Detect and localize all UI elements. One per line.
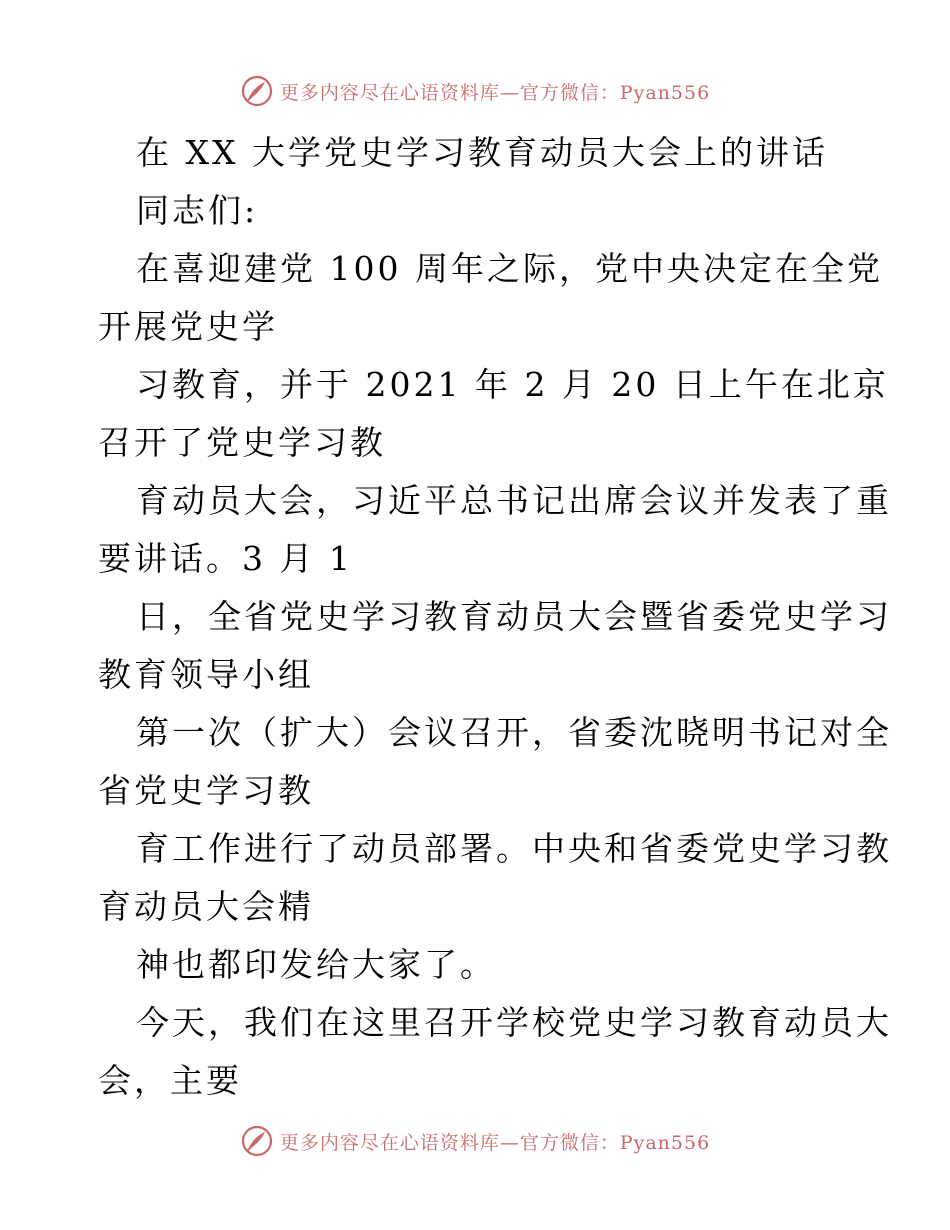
text-line: 育动员大会精 — [98, 887, 314, 926]
document-body — [98, 124, 892, 1110]
text-line: 日，全省党史学习教育动员大会暨省委党史学习 — [136, 597, 892, 636]
text-line: 育工作进行了动员部署。中央和省委党史学习教 — [136, 829, 892, 868]
pen-circle-logo — [240, 74, 274, 108]
text-line: 今天，我们在这里召开学校党史学习教育动员大 — [136, 1003, 892, 1042]
text-line: 开展党史学 — [98, 307, 278, 346]
text-line: 神也都印发给大家了。 — [136, 945, 496, 984]
text-line: 习教育，并于 2021 年 2 月 20 日上午在北京 — [136, 365, 889, 404]
text-line: 省党史学习教 — [98, 771, 314, 810]
text-line: 育动员大会，习近平总书记出席会议并发表了重 — [136, 481, 892, 520]
pen-circle-logo — [240, 1124, 274, 1158]
text-line: 教育领导小组 — [98, 655, 314, 694]
text-line: 在喜迎建党 100 周年之际，党中央决定在全党 — [136, 249, 883, 288]
watermark-text: 更多内容尽在心语资料库—官方微信：Pyan556 — [279, 81, 711, 104]
footer-watermark — [0, 1121, 950, 1161]
text-line: 在 XX 大学党史学习教育动员大会上的讲话 — [136, 133, 828, 172]
text-line: 要讲话。3 月 1 — [98, 539, 353, 578]
text-line: 会，主要 — [98, 1061, 242, 1100]
text-line: 召开了党史学习教 — [98, 423, 386, 462]
text-line: 同志们: — [136, 191, 259, 230]
text-line: 第一次（扩大）会议召开，省委沈晓明书记对全 — [136, 713, 892, 752]
watermark-text: 更多内容尽在心语资料库—官方微信：Pyan556 — [279, 1131, 711, 1154]
header-watermark — [0, 71, 950, 111]
